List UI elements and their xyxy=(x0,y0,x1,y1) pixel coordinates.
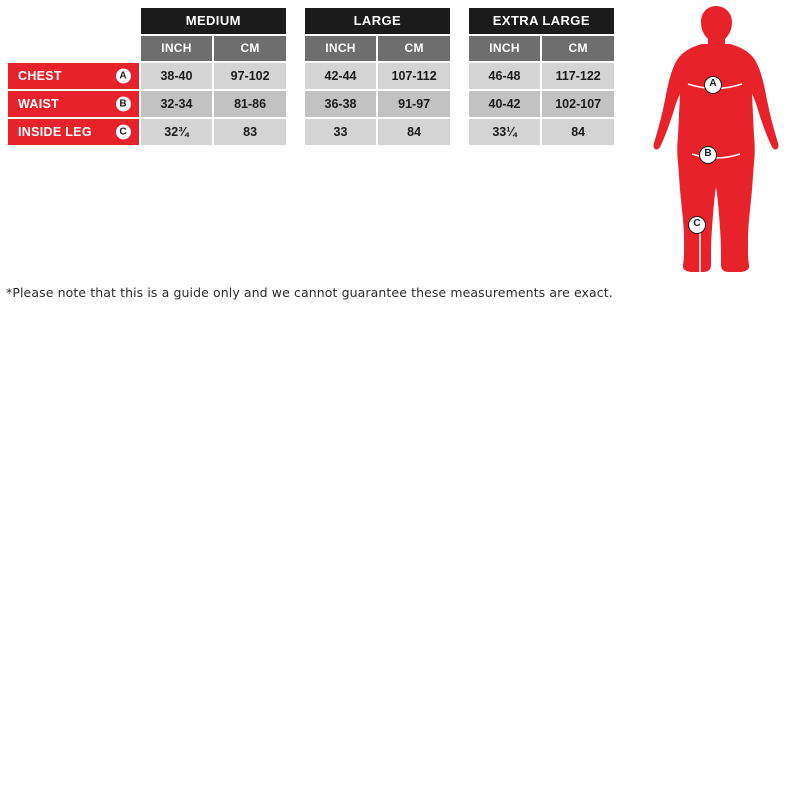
unit-header-inch: INCH xyxy=(305,36,377,61)
figure-marker-b: B xyxy=(699,146,717,164)
row-badge-a: A xyxy=(116,69,131,84)
unit-header-cm: CM xyxy=(378,36,450,61)
cell-waist-xl-cm: 102-107 xyxy=(542,91,614,117)
cell-inside-leg-large-inch: 33 xyxy=(305,119,377,145)
cell-waist-large-cm: 91-97 xyxy=(378,91,450,117)
row-label-text: WAIST xyxy=(18,97,60,111)
footnote-text: *Please note that this is a guide only and we cannot guarantee these measurements are exact. xyxy=(6,285,613,300)
table-row xyxy=(8,63,614,89)
row-badge-c: C xyxy=(116,125,131,140)
row-label-text: CHEST xyxy=(18,69,62,83)
size-header-medium: MEDIUM xyxy=(141,8,286,34)
column-gap xyxy=(288,91,303,117)
cell-chest-large-cm: 107-112 xyxy=(378,63,450,89)
cell-inside-leg-xl-cm: 84 xyxy=(542,119,614,145)
column-gap xyxy=(452,63,467,89)
unit-header-row xyxy=(8,36,614,61)
size-chart xyxy=(6,6,616,147)
unit-header-inch: INCH xyxy=(469,36,541,61)
cell-chest-xl-cm: 117-122 xyxy=(542,63,614,89)
unit-header-cm: CM xyxy=(214,36,286,61)
cell-chest-large-inch: 42-44 xyxy=(305,63,377,89)
column-gap xyxy=(452,36,467,61)
table-row xyxy=(8,119,614,145)
size-header-extra-large: EXTRA LARGE xyxy=(469,8,614,34)
row-label-chest xyxy=(8,63,139,89)
unit-header-cm: CM xyxy=(542,36,614,61)
row-badge-b: B xyxy=(116,97,131,112)
figure-marker-a: A xyxy=(704,76,722,94)
size-table xyxy=(6,6,616,147)
corner-spacer xyxy=(8,8,139,34)
column-gap xyxy=(452,91,467,117)
cell-chest-medium-cm: 97-102 xyxy=(214,63,286,89)
column-gap xyxy=(288,36,303,61)
cell-chest-medium-inch: 38-40 xyxy=(141,63,213,89)
row-label-inside-leg xyxy=(8,119,139,145)
cell-waist-medium-inch: 32-34 xyxy=(141,91,213,117)
column-gap xyxy=(452,119,467,145)
cell-inside-leg-medium-cm: 83 xyxy=(214,119,286,145)
size-header-large: LARGE xyxy=(305,8,450,34)
column-gap xyxy=(288,119,303,145)
size-header-row xyxy=(8,8,614,34)
unit-header-inch: INCH xyxy=(141,36,213,61)
column-gap xyxy=(288,8,303,34)
body-figure xyxy=(630,0,800,320)
cell-inside-leg-large-cm: 84 xyxy=(378,119,450,145)
table-row xyxy=(8,91,614,117)
column-gap xyxy=(288,63,303,89)
cell-inside-leg-xl-inch: 33¼ xyxy=(469,119,541,145)
row-label-text: INSIDE LEG xyxy=(18,125,92,139)
column-gap xyxy=(452,8,467,34)
cell-inside-leg-medium-inch: 32¾ xyxy=(141,119,213,145)
figure-marker-c: C xyxy=(688,216,706,234)
cell-waist-xl-inch: 40-42 xyxy=(469,91,541,117)
corner-spacer xyxy=(8,36,139,61)
cell-chest-xl-inch: 46-48 xyxy=(469,63,541,89)
row-label-waist xyxy=(8,91,139,117)
cell-waist-large-inch: 36-38 xyxy=(305,91,377,117)
cell-waist-medium-cm: 81-86 xyxy=(214,91,286,117)
